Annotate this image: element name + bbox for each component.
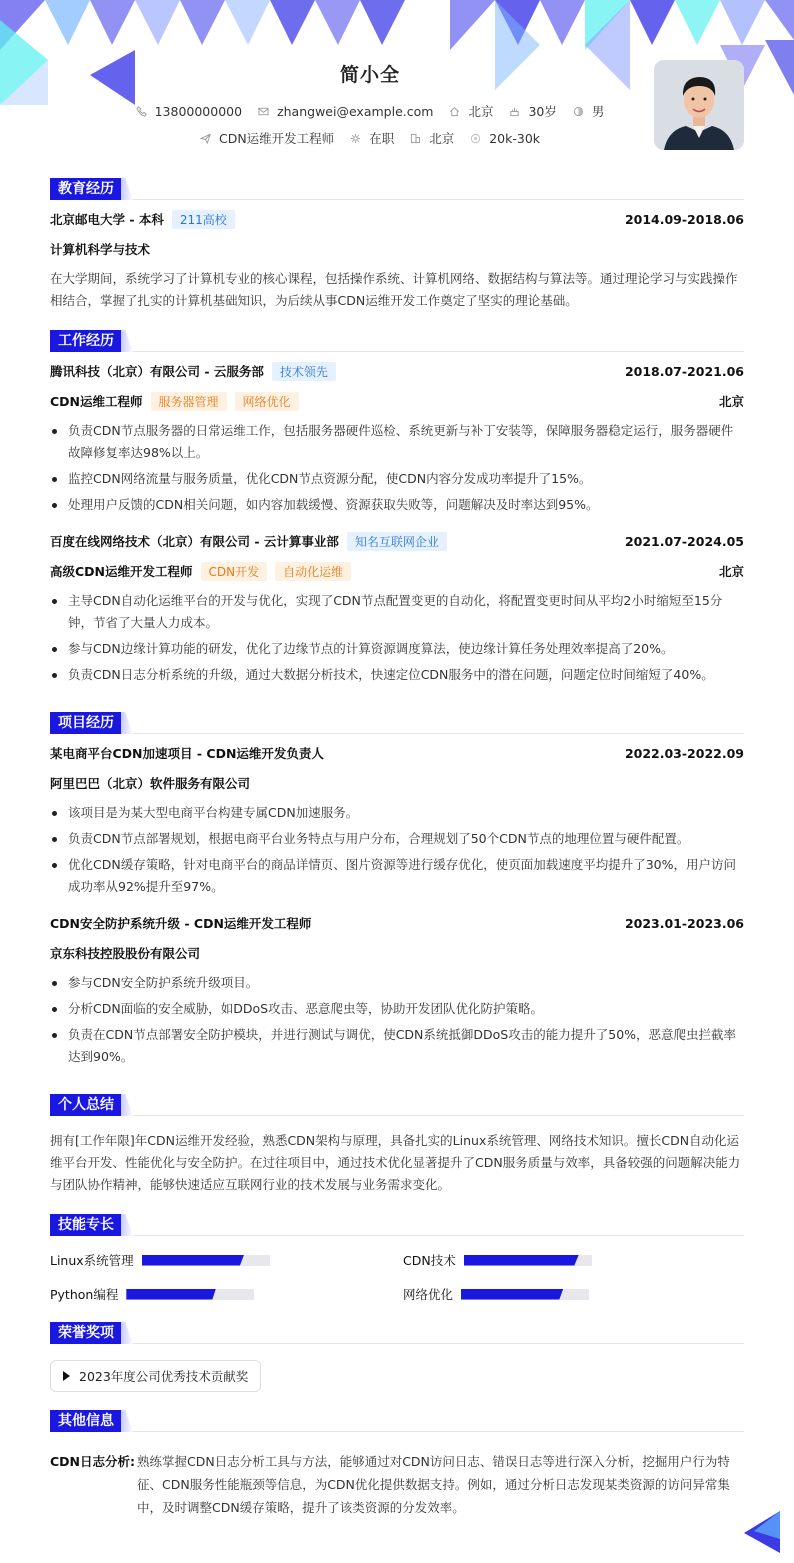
project-org-row	[50, 938, 744, 968]
education-entry	[50, 204, 744, 312]
target-city-item	[410, 129, 454, 147]
skill-bar	[461, 1289, 589, 1300]
project-name: 某电商平台CDN加速项目 - CDN运维开发负责人	[50, 746, 324, 761]
project-org: 京东科技控股股份有限公司	[50, 946, 201, 961]
skill-tag: 自动化运维	[275, 562, 351, 581]
job-entry	[50, 356, 744, 516]
skill-name: Linux系统管理	[50, 1253, 134, 1268]
major-row	[50, 234, 744, 264]
section-title-tail	[121, 1214, 133, 1236]
major: 计算机科学与技术	[50, 242, 151, 257]
status-item	[350, 129, 394, 147]
job-location: 北京	[718, 394, 744, 409]
section-summary-header	[50, 1094, 744, 1116]
candidate-name: 简小全	[339, 64, 400, 86]
list-item: 监控CDN网络流量与服务质量，优化CDN节点资源分配，使CDN内容分发成功率提升了15%。	[50, 468, 744, 490]
section-title: 其他信息	[50, 1410, 122, 1432]
email-text: zhangwei@example.com	[277, 103, 434, 119]
phone-item	[136, 104, 242, 119]
list-item: 负责CDN节点服务器的日常运维工作，包括服务器硬件巡检、系统更新与补丁安装等，保障服务器稳定运行，服务器硬件故障修复率达98%以上。	[50, 420, 744, 464]
skill-name: 网络优化	[403, 1287, 454, 1302]
summary-text: 拥有[工作年限]年CDN运维开发经验，熟悉CDN架构与原理，具备扎实的Linux系统管理、网络技术知识。擅长CDN自动化运维平台开发、性能优化与安全防护。在过往项目中，通过技术优化显著提升了CDN服务质量与效率，具备较强的问题解决能力与团队协作精神，能够快速适应互联网行业的技术发展与业务需求变化。	[50, 1133, 741, 1192]
job-role-row	[50, 386, 744, 416]
section-other-header	[50, 1410, 744, 1432]
salary-item	[470, 131, 540, 146]
education-row	[50, 204, 744, 234]
job-item	[200, 129, 334, 147]
resume-page	[50, 0, 744, 1519]
section-title: 技能专长	[50, 1214, 122, 1236]
building-icon	[410, 133, 421, 144]
section-title-tail	[121, 1410, 133, 1432]
corner-decoration	[744, 1511, 780, 1553]
age-text: 30岁	[528, 104, 557, 119]
cake-icon	[509, 106, 520, 117]
skill-item	[50, 1250, 403, 1270]
resume-header	[50, 0, 744, 160]
section-honors-header	[50, 1322, 744, 1344]
project-entry	[50, 908, 744, 1068]
skill-bar	[142, 1255, 270, 1266]
section-work-header	[50, 330, 744, 352]
skill-bar	[464, 1255, 592, 1266]
gender-item	[573, 102, 605, 120]
list-item: 负责CDN日志分析系统的升级，通过大数据分析技术，快速定位CDN服务中的潜在问题，问题定位时间缩短了40%。	[50, 664, 744, 686]
skill-bar-fill	[461, 1289, 563, 1300]
skill-tag: 服务器管理	[151, 392, 227, 411]
list-item: 主导CDN自动化运维平台的开发与优化，实现了CDN节点配置变更的自动化，将配置变更时间从平均2小时缩短至15分钟，节省了大量人力成本。	[50, 590, 744, 634]
skill-item	[403, 1250, 744, 1270]
city-text: 北京	[468, 104, 494, 119]
gear-icon	[350, 133, 361, 144]
skill-bar-fill	[464, 1255, 579, 1266]
job-period: 2018.07-2021.06	[624, 363, 744, 379]
project-org-row	[50, 768, 744, 798]
project-entry	[50, 738, 744, 898]
skill-bar-fill	[142, 1255, 244, 1266]
project-bullets	[50, 972, 744, 1068]
project-bullets	[50, 802, 744, 898]
section-title-tail	[121, 1322, 133, 1344]
list-item: 参与CDN安全防护系统升级项目。	[50, 972, 744, 994]
education-period: 2014.09-2018.06	[624, 211, 744, 227]
job-intent-row	[50, 129, 690, 147]
list-item: 负责在CDN节点部署安全防护模块，并进行测试与调优，使CDN系统抵御DDoS攻击的能力提升了50%，恶意爬虫拦截率达到90%。	[50, 1024, 744, 1068]
list-item: 优化CDN缓存策略，针对电商平台的商品详情页、图片资源等进行缓存优化，使页面加载速度平均提升了30%，用户访问成功率从92%提升至97%。	[50, 854, 744, 898]
skill-bar-fill	[126, 1289, 216, 1300]
phone-icon	[136, 106, 147, 117]
section-title: 荣誉奖项	[50, 1322, 122, 1344]
job-company-row	[50, 356, 744, 386]
section-skills-header	[50, 1214, 744, 1236]
award-text: 2023年度公司优秀技术贡献奖	[79, 1369, 249, 1384]
job-period: 2021.07-2024.05	[624, 533, 744, 549]
list-item: 该项目是为某大型电商平台构建专属CDN加速服务。	[50, 802, 744, 824]
job-role-row	[50, 556, 744, 586]
section-title: 工作经历	[50, 330, 122, 352]
project-period: 2022.03-2022.09	[624, 745, 744, 761]
school-tag: 211高校	[172, 210, 235, 229]
job-bullets	[50, 590, 744, 686]
status-text: 在职	[369, 131, 395, 146]
job-text: CDN运维开发工程师	[218, 131, 335, 146]
skill-bar	[126, 1289, 254, 1300]
section-title-tail	[121, 712, 133, 734]
skill-item	[403, 1284, 744, 1304]
job-bullets	[50, 420, 744, 516]
target-city-text: 北京	[429, 131, 455, 146]
job-entry	[50, 526, 744, 686]
section-title-tail	[121, 178, 133, 200]
job-location: 北京	[718, 564, 744, 579]
company-tag: 知名互联网企业	[347, 532, 447, 551]
award-item[interactable]	[50, 1360, 261, 1392]
skills-grid	[50, 1250, 744, 1304]
section-title: 教育经历	[50, 178, 122, 200]
project-row	[50, 908, 744, 938]
gender-icon	[573, 106, 584, 117]
email-icon	[258, 106, 269, 117]
avatar	[654, 60, 744, 150]
section-title: 个人总结	[50, 1094, 122, 1116]
company-tag: 技术领先	[272, 362, 336, 381]
list-item: 处理用户反馈的CDN相关问题，如内容加载缓慢、资源获取失败等，问题解决及时率达到95%。	[50, 494, 744, 516]
job-company-row	[50, 526, 744, 556]
home-icon	[449, 106, 460, 117]
skill-name: Python编程	[50, 1287, 119, 1302]
other-info-text: 熟练掌握CDN日志分析工具与方法，能够通过对CDN访问日志、错误日志等进行深入分析，挖掘用户行为特征、CDN服务性能瓶颈等信息，为CDN优化提供数据支持。例如，通过分析日志发现某类资源的访问异常集中，及时调整CDN缓存策略，提升了该类资源的分发效率。	[137, 1454, 730, 1515]
contact-row	[50, 102, 690, 120]
section-title-tail	[121, 330, 133, 352]
email-item	[258, 104, 433, 119]
education-description: 在大学期间，系统学习了计算机专业的核心课程，包括操作系统、计算机网络、数据结构与算法等。通过理论学习与实践操作相结合，掌握了扎实的计算机基础知识，为后续从事CDN运维开发工作奠定了坚实的理论基础。	[50, 271, 738, 308]
project-period: 2023.01-2023.06	[624, 915, 744, 931]
list-item: 参与CDN边缘计算功能的研发，优化了边缘节点的计算资源调度算法，使边缘计算任务处理效率提高了20%。	[50, 638, 744, 660]
section-title-tail	[121, 1094, 133, 1116]
skill-name: CDN技术	[403, 1253, 456, 1268]
company-name: 腾讯科技（北京）有限公司 - 云服务部	[50, 364, 264, 379]
other-info-row	[50, 1450, 744, 1519]
age-item	[509, 102, 556, 120]
section-projects-header	[50, 712, 744, 734]
skill-tag: 网络优化	[235, 392, 299, 411]
skill-item	[50, 1284, 403, 1304]
list-item: 负责CDN节点部署规划，根据电商平台业务特点与用户分布，合理规划了50个CDN节点的地理位置与硬件配置。	[50, 828, 744, 850]
company-name: 百度在线网络技术（北京）有限公司 - 云计算事业部	[50, 534, 339, 549]
school-name: 北京邮电大学 - 本科	[50, 212, 164, 227]
city-item	[449, 102, 493, 120]
send-icon	[200, 133, 211, 144]
gender-text: 男	[591, 104, 605, 119]
section-title: 项目经历	[50, 712, 122, 734]
project-row	[50, 738, 744, 768]
salary-text: 20k-30k	[489, 130, 541, 146]
project-name: CDN安全防护系统升级 - CDN运维开发工程师	[50, 916, 312, 931]
skill-tag: CDN开发	[201, 562, 268, 581]
list-item: 分析CDN面临的安全威胁，如DDoS攻击、恶意爬虫等，协助开发团队优化防护策略。	[50, 998, 744, 1020]
project-org: 阿里巴巴（北京）软件服务有限公司	[50, 776, 251, 791]
phone-text: 13800000000	[154, 103, 243, 119]
play-icon	[63, 1371, 70, 1381]
coin-icon	[470, 133, 481, 144]
other-info-label: CDN日志分析:	[50, 1454, 136, 1469]
section-education-header	[50, 178, 744, 200]
job-role: 高级CDN运维开发工程师	[50, 564, 193, 579]
job-role: CDN运维工程师	[50, 394, 143, 409]
